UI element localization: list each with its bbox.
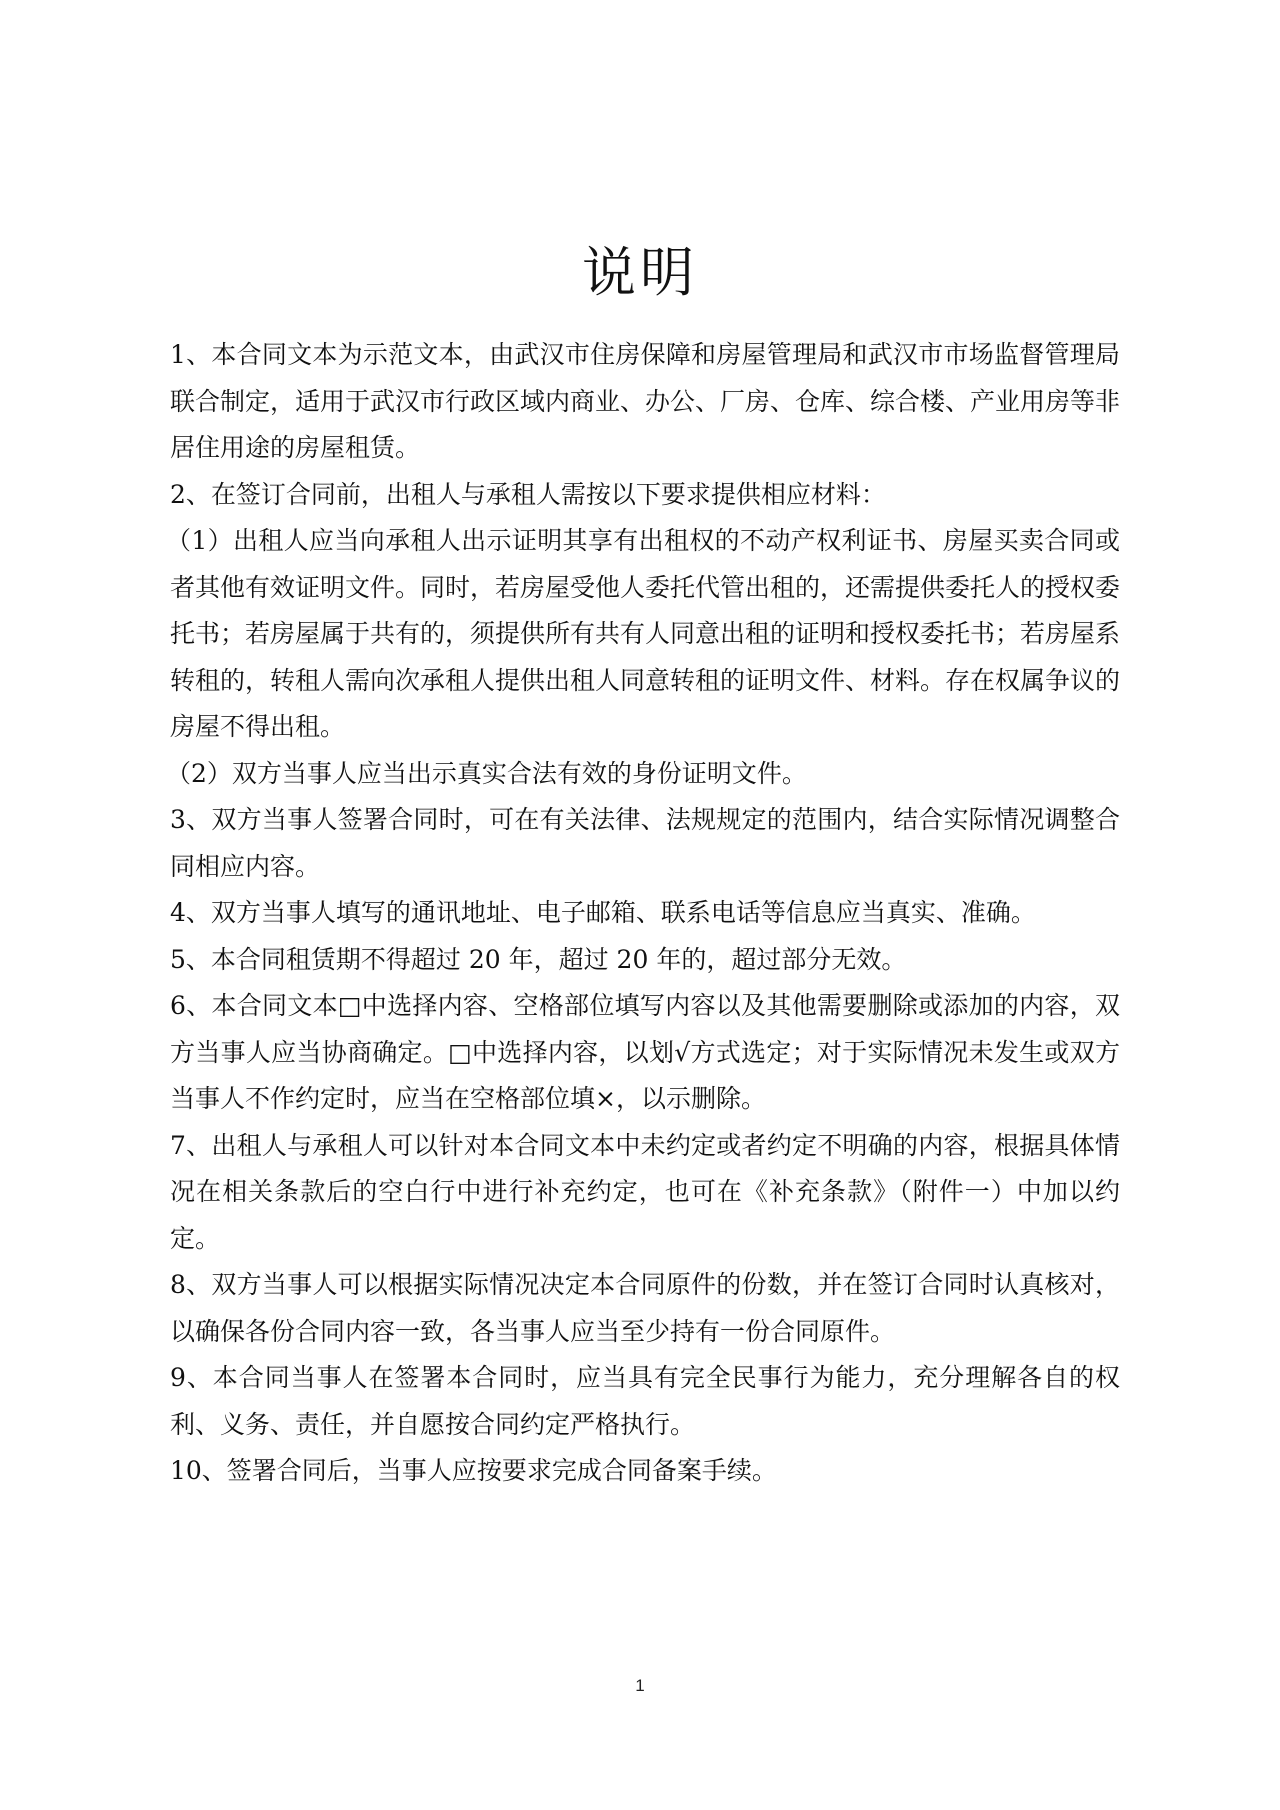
- paragraph-2-item-2: （2）双方当事人应当出示真实合法有效的身份证明文件。: [166, 758, 807, 788]
- paragraph-9: 9、本合同当事人在签署本合同时，应当具有完全民事行为能力，充分理解各自的权利、义务、责任，并自愿按合同约定严格执行。: [170, 1363, 1120, 1439]
- paragraph-6: 6、本合同文本□中选择内容、空格部位填写内容以及其他需要删除或添加的内容，双方当事人应当协商确定。□中选择内容，以划√方式选定；对于实际情况未发生或双方当事人不作约定时，应当在空格部位填×，以示删除。: [170, 991, 1120, 1113]
- paragraph-8: 8、双方当事人可以根据实际情况决定本合同原件的份数，并在签订合同时认真核对，以确保各份合同内容一致，各当事人应当至少持有一份合同原件。: [170, 1270, 1120, 1346]
- paragraph-5: 5、本合同租赁期不得超过 20 年，超过 20 年的，超过部分无效。: [170, 944, 907, 974]
- paragraph-7: 7、出租人与承租人可以针对本合同文本中未约定或者约定不明确的内容，根据具体情况在相关条款后的空白行中进行补充约定，也可在《补充条款》（附件一）中加以约定。: [170, 1130, 1120, 1253]
- paragraph-1: 1、本合同文本为示范文本，由武汉市住房保障和房屋管理局和武汉市市场监督管理局联合制定，适用于武汉市行政区域内商业、办公、厂房、仓库、综合楼、产业用房等非居住用途的房屋租赁。: [170, 340, 1121, 462]
- paragraph-3: 3、双方当事人签署合同时，可在有关法律、法规规定的范围内，结合实际情况调整合同相应内容。: [170, 805, 1120, 881]
- page-title: 说明: [582, 241, 698, 304]
- paragraph-10: 10、签署合同后，当事人应按要求完成合同备案手续。: [170, 1456, 777, 1485]
- paragraph-4: 4、双方当事人填写的通讯地址、电子邮箱、联系电话等信息应当真实、准确。: [170, 898, 1036, 927]
- paragraph-2: 2、在签订合同前，出租人与承租人需按以下要求提供相应材料：: [170, 479, 886, 509]
- document-body: [166, 332, 1121, 1495]
- page-number: 1: [635, 1676, 645, 1695]
- paragraph-2-item-1: （1）出租人应当向承租人出示证明其享有出租权的不动产权利证书、房屋买卖合同或者其他有效证明文件。同时，若房屋受他人委托代管出租的，还需提供委托人的授权委托书；若房屋属于共有的，须提供所有共有人同意出租的证明和授权委托书；若房屋系转租的，转租人需向次承租人提供出租人同意转租的证明文件、材料。存在权属争议的房屋不得出租。: [166, 526, 1121, 741]
